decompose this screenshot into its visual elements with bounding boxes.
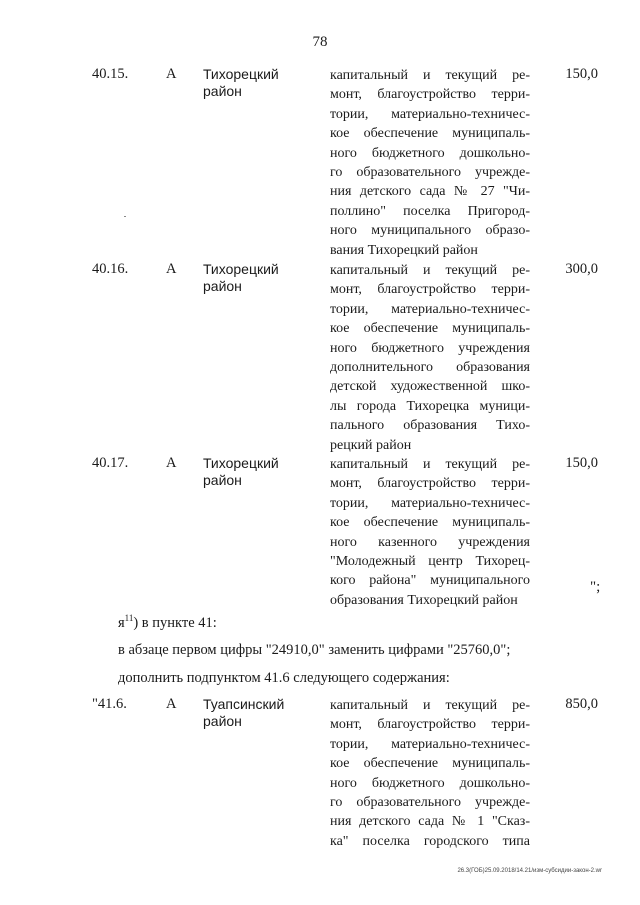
description-line: детской художественной шко- xyxy=(330,379,530,395)
description-line: монт, благоустройство терри- xyxy=(330,87,530,103)
item-amount: 300,0 xyxy=(565,261,598,277)
item-description xyxy=(330,66,530,260)
item-number: 40.17. xyxy=(92,455,129,471)
item-amount: 850,0 xyxy=(565,696,598,712)
description-line: лы города Тихорецка муници- xyxy=(330,398,530,414)
description-line: рецкий район xyxy=(330,437,412,453)
description-line: образования Тихорецкий район xyxy=(330,592,518,608)
item-amount: 150,0 xyxy=(565,66,598,82)
item-number: "41.6. xyxy=(92,696,127,712)
description-line: ка" поселка городского типа xyxy=(330,833,530,849)
item-category: А xyxy=(166,66,177,82)
instruction-item-text: ) в пункте 41: xyxy=(133,615,217,631)
item-number: 40.15. xyxy=(92,66,129,82)
instruction-item-letter: я xyxy=(118,615,125,631)
item-district: Тихорецкий район xyxy=(203,455,279,488)
item-district: Тихорецкий район xyxy=(203,66,279,99)
description-line: кого района" муниципального xyxy=(330,573,530,589)
description-line: "Молодежный центр Тихорец- xyxy=(330,554,530,570)
item-district: Туапсинский район xyxy=(203,696,285,729)
description-line: кое обеспечение муниципаль- xyxy=(330,321,530,337)
description-line: монт, благоустройство терри- xyxy=(330,476,530,492)
item-number: 40.16. xyxy=(92,261,129,277)
item-amount: 150,0 xyxy=(565,455,598,471)
description-line: капитальный и текущий ре- xyxy=(330,68,530,83)
description-line: монт, благоустройство терри- xyxy=(330,282,530,298)
item-category: А xyxy=(166,261,177,277)
instruction-item xyxy=(118,613,217,632)
instruction-add: дополнить подпунктом 41.6 следующего содержания: xyxy=(118,670,450,686)
description-line: го образовательного учрежде- xyxy=(330,165,530,181)
description-line: дополнительного образования xyxy=(330,360,530,376)
instruction-item-superscript: 11 xyxy=(124,613,134,623)
footer-file-reference: 26.3(ГОБ)25.09.2018/14.21/изм-субсидии-закон-2.wr xyxy=(457,868,602,874)
description-line: пального образования Тихо- xyxy=(330,418,530,434)
closing-quote-mark: "; xyxy=(590,579,601,595)
item-district: Тихорецкий район xyxy=(203,261,279,294)
description-line: ного бюджетного дошкольно- xyxy=(330,775,530,791)
description-line: поллино" поселка Пригород- xyxy=(330,203,530,219)
description-line: капитальный и текущий ре- xyxy=(330,457,530,472)
description-line: тории, материально-техничес- xyxy=(330,301,530,317)
description-line: ного казенного учреждения xyxy=(330,534,530,550)
description-line: монт, благоустройство терри- xyxy=(330,717,530,733)
description-line: капитальный и текущий ре- xyxy=(330,698,530,713)
item-description xyxy=(330,455,530,610)
description-line: ния детского сада № 1 "Сказ- xyxy=(330,814,530,830)
instruction-replace: в абзаце первом цифры "24910,0" заменить цифрами "25760,0"; xyxy=(118,642,511,658)
description-line: кое обеспечение муниципаль- xyxy=(330,515,530,531)
description-line: го образовательного учрежде- xyxy=(330,795,530,811)
description-line: тории, материально-техничес- xyxy=(330,736,530,752)
description-line: ного бюджетного дошкольно- xyxy=(330,145,530,161)
item-description xyxy=(330,696,530,851)
description-line: ного муниципального образо- xyxy=(330,223,530,239)
item-category: А xyxy=(166,455,177,471)
description-line: вания Тихорецкий район xyxy=(330,242,478,258)
description-line: тории, материально-техничес- xyxy=(330,106,530,122)
description-line: капитальный и текущий ре- xyxy=(330,263,530,278)
scan-speck xyxy=(124,216,126,217)
description-line: ния детского сада № 27 "Чи- xyxy=(330,184,530,200)
description-line: тории, материально-техничес- xyxy=(330,495,530,511)
description-line: кое обеспечение муниципаль- xyxy=(330,126,530,142)
description-line: ного бюджетного учреждения xyxy=(330,340,530,356)
item-description xyxy=(330,261,530,455)
item-category: А xyxy=(166,696,177,712)
description-line: кое обеспечение муниципаль- xyxy=(330,756,530,772)
page-number: 78 xyxy=(312,34,328,50)
